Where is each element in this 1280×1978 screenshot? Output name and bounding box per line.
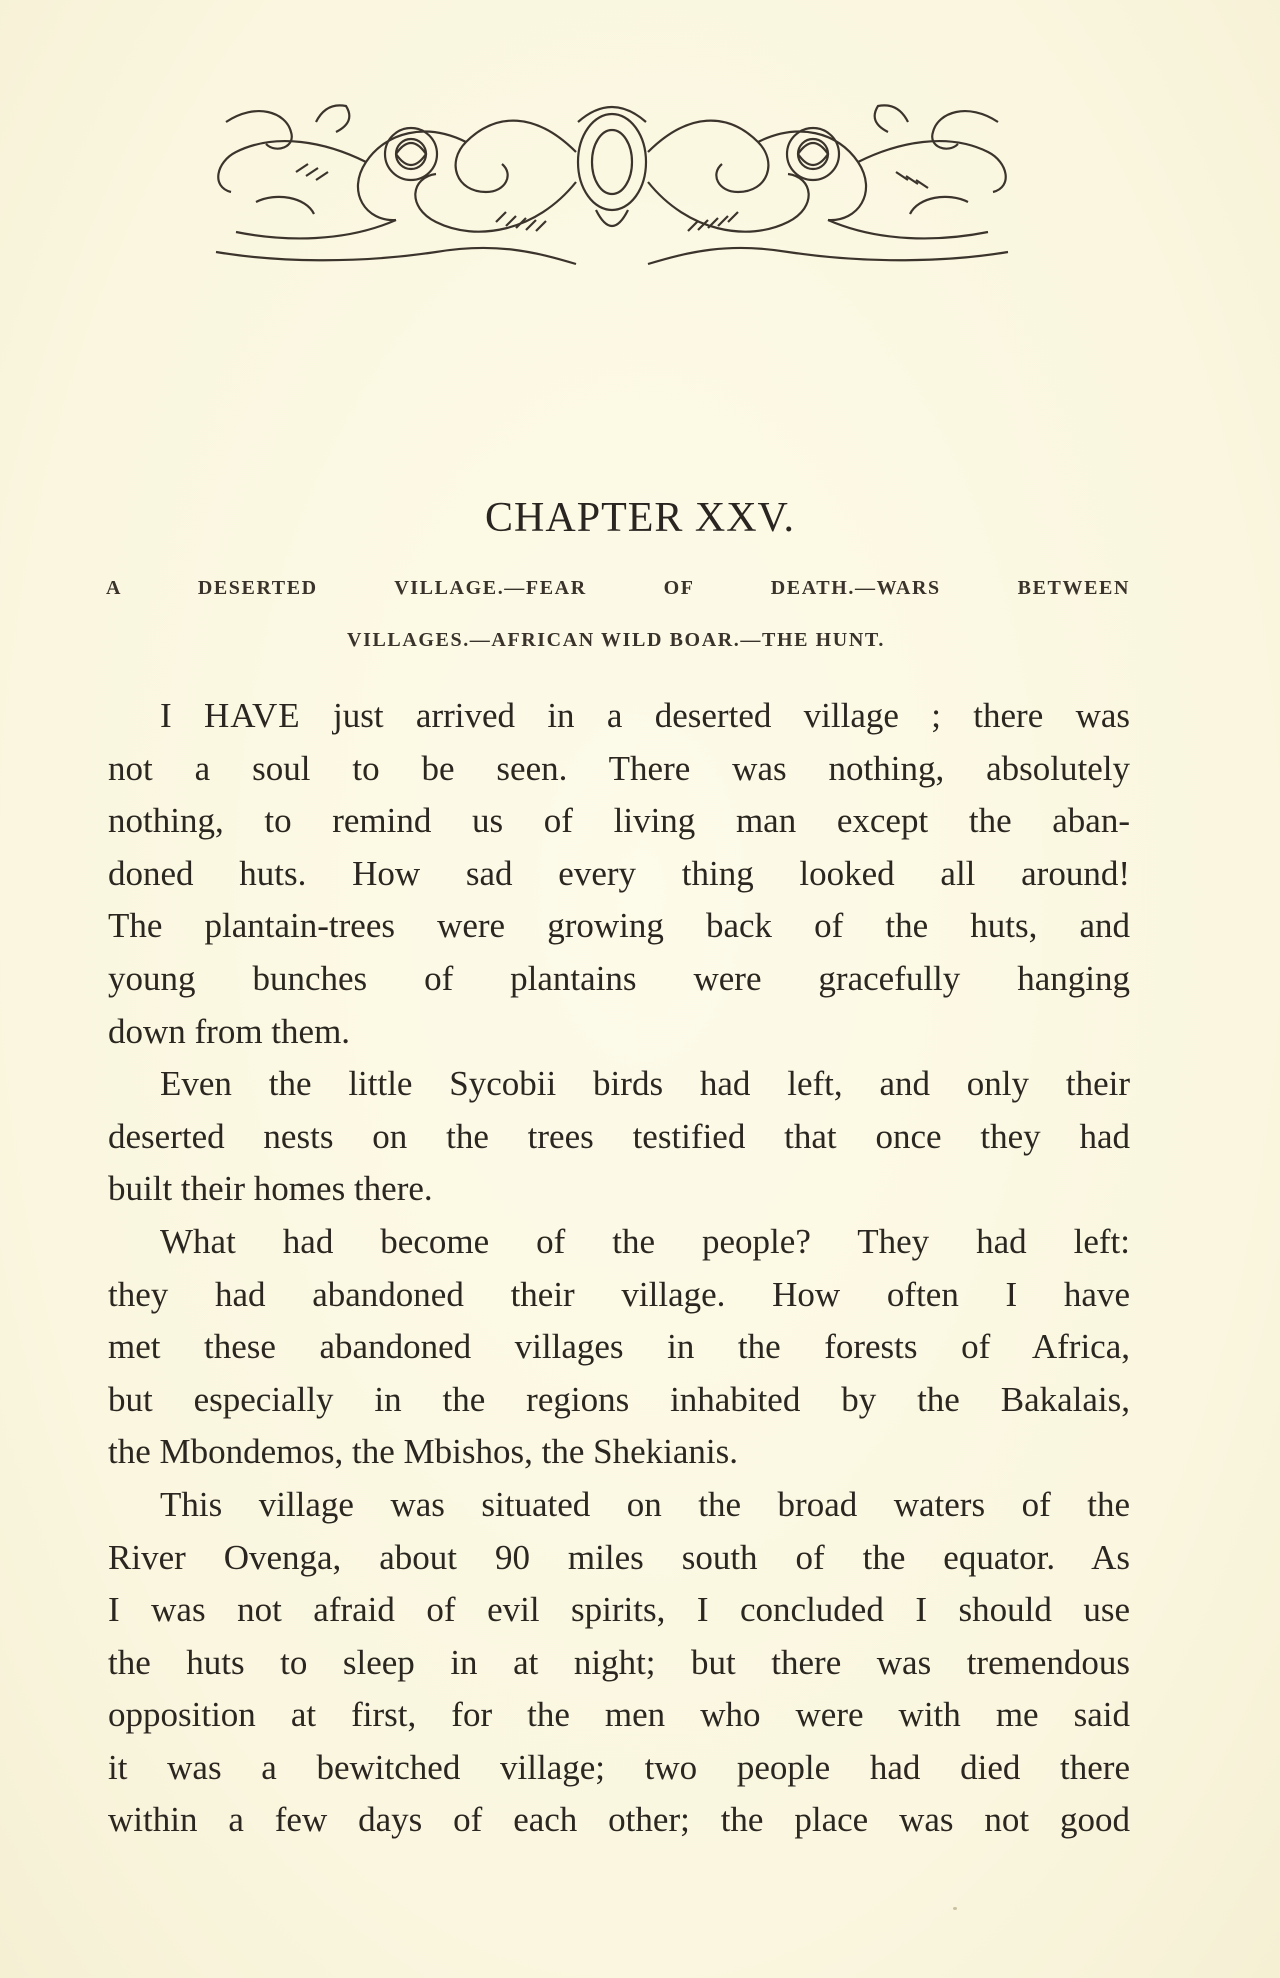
text-line-22: within a few days of each other; the place was not good: [108, 1800, 1130, 1840]
text-line-8: Even the little Sycobii birds had left, and only their: [160, 1064, 1130, 1104]
text-line-2: not a soul to be seen. There was nothing, absolutely: [108, 748, 1130, 788]
text-line-13: met these abandoned villages in the forests of Africa,: [108, 1327, 1130, 1367]
text-line-7: down from them.: [108, 1011, 351, 1051]
paper-speck: [953, 1907, 957, 1910]
text-line-18: I was not afraid of evil spirits, I concluded I should use: [108, 1590, 1130, 1630]
text-line-21: it was a bewitched village; two people had died there: [108, 1747, 1130, 1787]
chapter-summary-line-2: VILLAGES.—AFRICAN WILD BOAR.—THE HUNT.: [347, 629, 885, 651]
text-line-6: young bunches of plantains were gracefully hanging: [108, 958, 1130, 998]
text-line-14: but especially in the regions inhabited by the Bakalais,: [108, 1379, 1130, 1419]
text-line-16: This village was situated on the broad waters of the: [160, 1484, 1130, 1524]
text-line-5: The plantain-trees were growing back of the huts, and: [108, 906, 1130, 946]
opening-initial: I: [160, 696, 204, 735]
text-line-3: nothing, to remind us of living man except the aban-: [108, 801, 1130, 841]
text-line-12: they had abandoned their village. How often I have: [108, 1274, 1130, 1314]
chapter-summary-line-1: A DESERTED VILLAGE.—FEAR OF DEATH.—WARS BETWEEN: [106, 577, 1130, 599]
chapter-title: CHAPTER XXV.: [485, 495, 795, 541]
text-line-10: built their homes there.: [108, 1169, 433, 1209]
text-line-1: [108, 690, 1130, 743]
body-text: [108, 690, 1130, 1847]
text-line-19: the huts to sleep in at night; but there was tremendous: [108, 1642, 1130, 1682]
opening-smallcaps: HAVE: [203, 696, 301, 735]
text-line-20: opposition at first, for the men who were with me said: [108, 1695, 1130, 1735]
text-line-4: doned huts. How sad every thing looked all around!: [108, 853, 1130, 893]
text-line-17: River Ovenga, about 90 miles south of the equator. As: [108, 1537, 1130, 1577]
text-line-11: What had become of the people? They had left:: [160, 1221, 1130, 1261]
text-line-15: the Mbondemos, the Mbishos, the Shekianis.: [108, 1432, 738, 1472]
headpiece-ornament-icon: [196, 92, 1028, 272]
opening-line-rest: just arrived in a deserted village ; there was: [300, 696, 1130, 735]
text-line-9: deserted nests on the trees testified that once they had: [108, 1116, 1130, 1156]
